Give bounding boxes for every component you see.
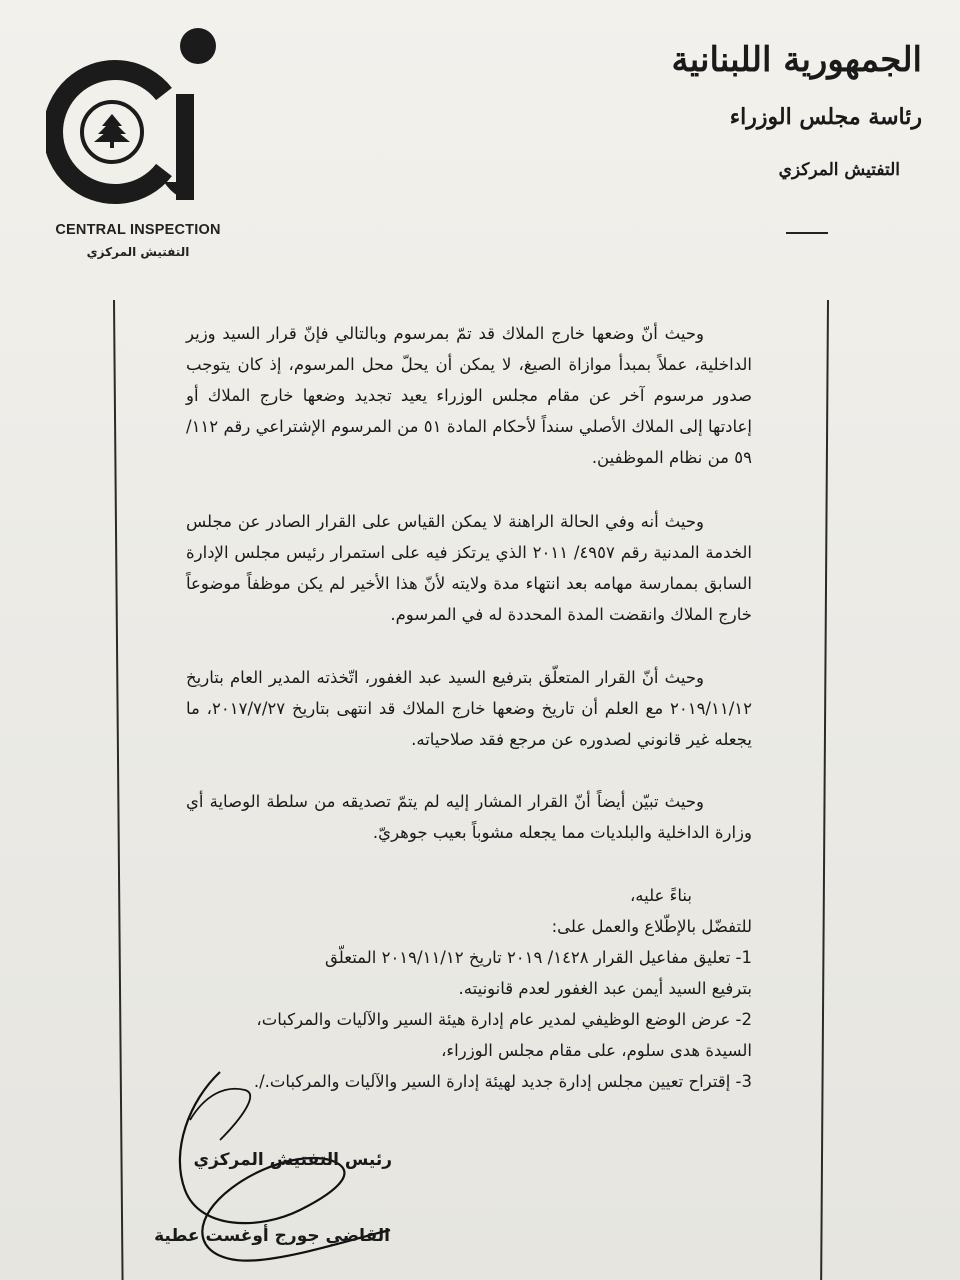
paragraph-3: وحيث أنّ القرار المتعلّق بترفيع السيد عبد الغفور، اتّخذته المدير العام بتاريخ ٢٠١٩/١١/١٢ مع العلم أن تاريخ وضعها خارج الملاك قد انتهى بتاريخ ٢٠١٧/٧/٢٧، ما يجعله غير قانوني لصدوره عن مرجع فقد صلاحياته.	[186, 668, 753, 749]
presidency-title: رئاسة مجلس الوزراء	[729, 104, 922, 130]
signatory-name: القاضي جورج أوغست عطية	[154, 1226, 390, 1246]
item-2-line-a: 2- عرض الوضع الوظيفي لمدير عام إدارة هيئة السير والآليات والمركبات،	[256, 1010, 752, 1029]
item-1-line-b: بترفيع السيد أيمن عبد الغفور لعدم قانونيته.	[458, 979, 752, 998]
paragraph-2: وحيث أنه وفي الحالة الراهنة لا يمكن القياس على القرار الصادر عن مجلس الخدمة المدنية رقم ٤٩٥٧/ ٢٠١١ الذي يرتكز فيه على استمرار رئيس مجلس الإدارة السابق بممارسة مهامه بعد انتهاء مدة ولايته لأنّ هذا الأخير لم يكن موظفاً موضوعاً خارج الملاك وانقضت المدة المحددة له في المرسوم.	[186, 512, 752, 624]
ci-logo-mark	[46, 22, 226, 212]
logo-english-text: CENTRAL INSPECTION	[55, 222, 221, 238]
letterhead	[622, 38, 922, 180]
item-1-line-a: 1- تعليق مفاعيل القرار ١٤٢٨/ ٢٠١٩ تاريخ ٢٠١٩/١١/١٢ المتعلّق	[325, 948, 752, 967]
logo-arabic-text: التفتيش المركزي	[86, 245, 190, 259]
cedar-icon	[94, 114, 130, 148]
item-3-line: 3- إقتراح تعيين مجلس إدارة جديد لهيئة إدارة السير والآليات والمركبات./.	[253, 1072, 752, 1091]
left-margin-line	[113, 300, 124, 1280]
inspection-title: التفتيش المركزي	[778, 160, 900, 180]
header-divider	[786, 232, 828, 234]
republic-title: الجمهورية اللبنانية	[671, 40, 922, 80]
signatory-title: رئيس التفتيش المركزي	[193, 1150, 392, 1170]
central-inspection-logo	[40, 22, 230, 272]
request-line: للتفضّل بالإطّلاع والعمل على:	[551, 917, 752, 936]
paragraph-4: وحيث تبيّن أيضاً أنّ القرار المشار إليه لم يتمّ تصديقه من سلطة الوصاية أي وزارة الداخلية والبلديات مما يجعله مشوباً بعيب جوهريّ.	[186, 792, 752, 842]
right-margin-line	[820, 300, 829, 1280]
item-2-line-b: السيدة هدى سلوم، على مقام مجلس الوزراء،	[441, 1041, 752, 1060]
paragraph-1: وحيث أنّ وضعها خارج الملاك قد تمّ بمرسوم وبالتالي فإنّ قرار السيد وزير الداخلية، عملاً بمبدأ موازاة الصيغ، لا يمكن أن يحلّ محل المرسوم، إذ كان يتوجب صدور مرسوم آخر عن مقام مجلس الوزراء يعيد تجديد وضعها خارج الملاك أو إعادتها إلى الملاك الأصلي سنداً لأحكام المادة ٥١ من المرسوم الإشتراعي رقم ١١٢/ ٥٩ من نظام الموظفين.	[186, 324, 752, 467]
based-on-line: بناءً عليه،	[629, 886, 692, 905]
